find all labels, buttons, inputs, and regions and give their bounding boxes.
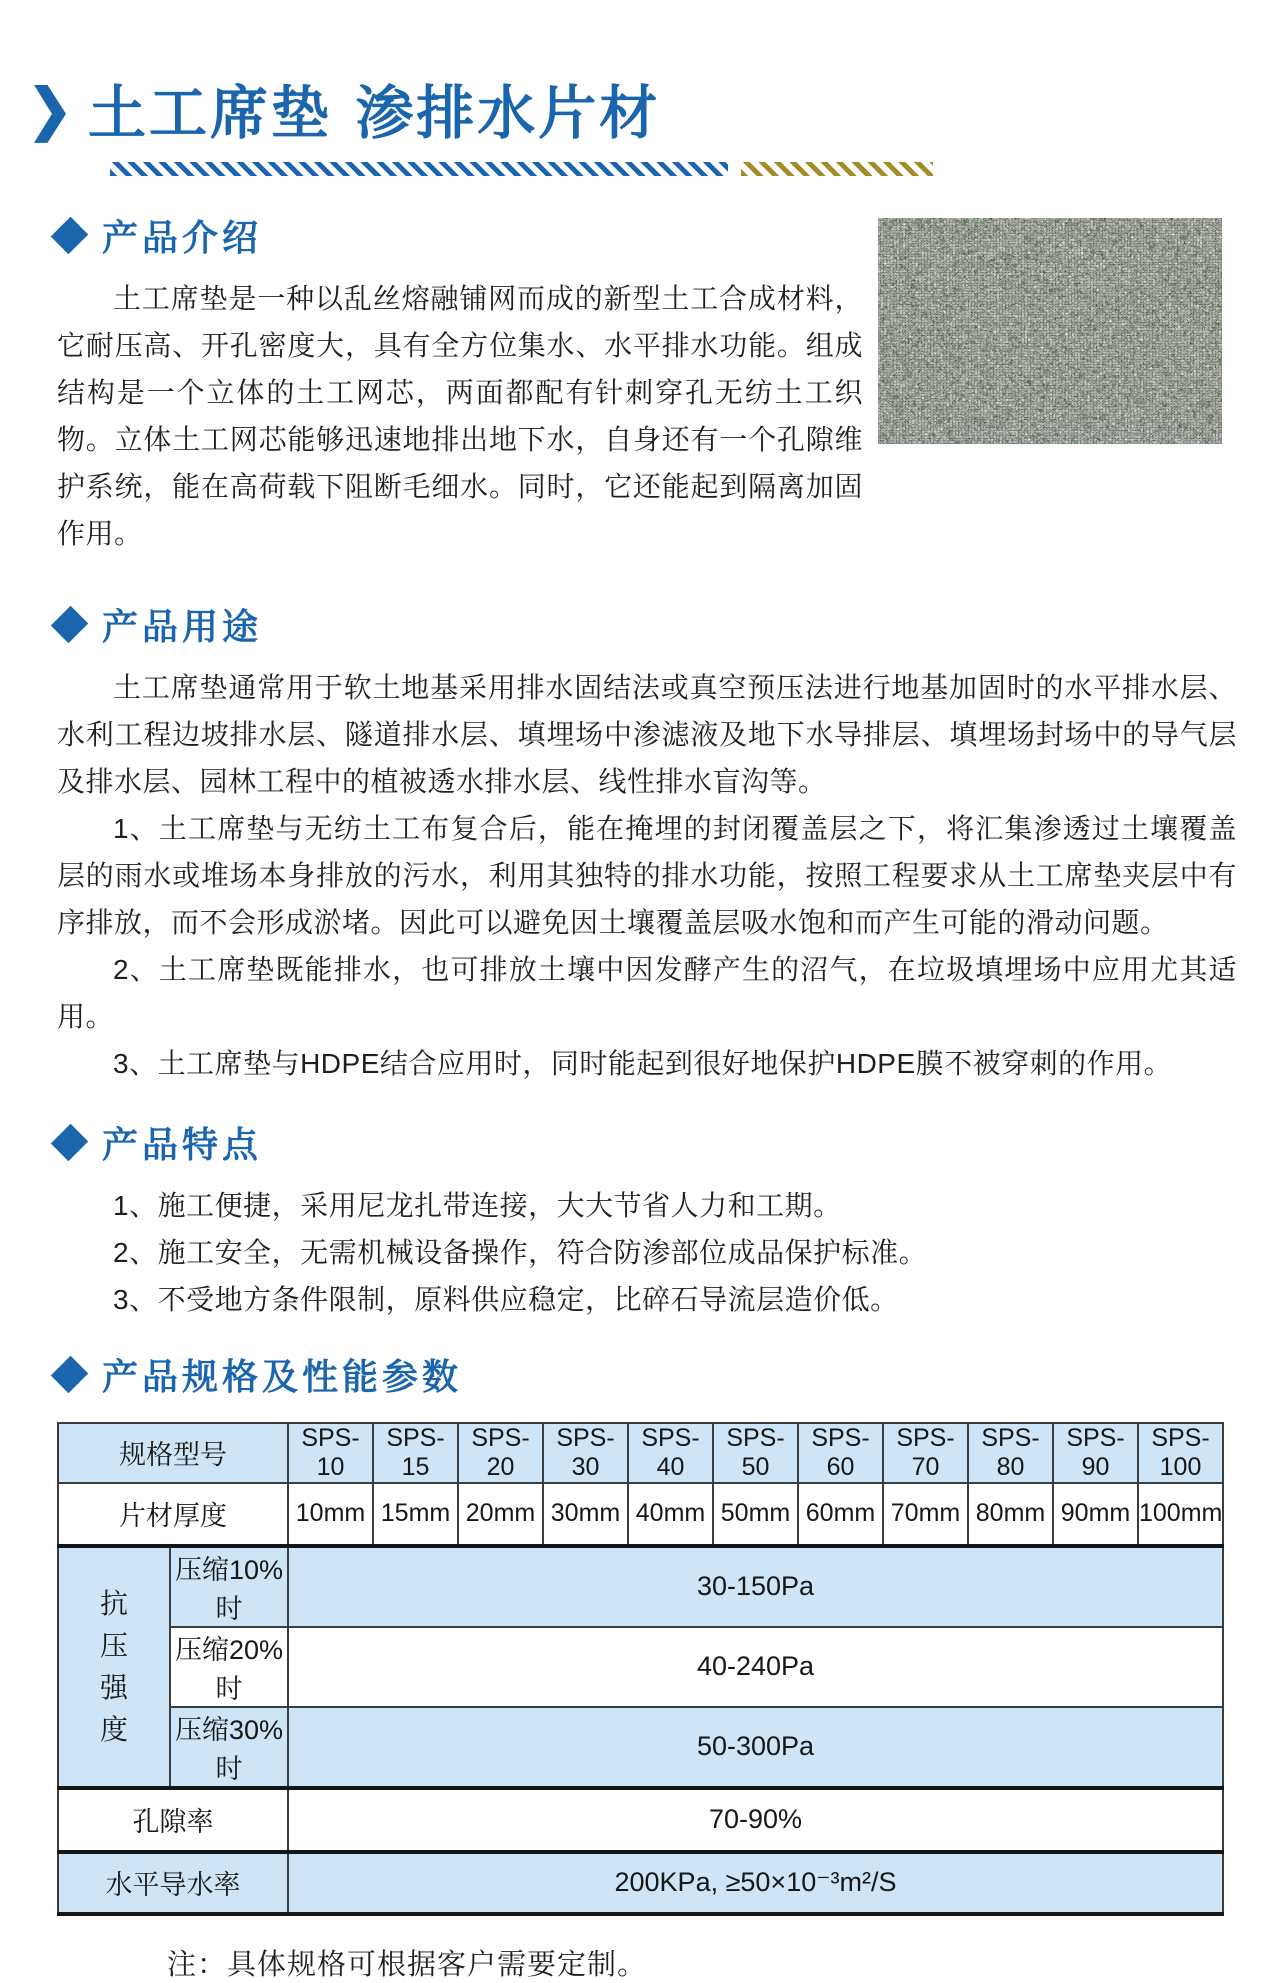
decor-stripe-band [110,162,1282,176]
feature-item-1: 1、施工便捷，采用尼龙扎带连接，大大节省人力和工期。 [113,1189,842,1221]
specs-table [57,1422,1224,1916]
compression-value: 40-240Pa [288,1627,1223,1707]
table-row-compression-10 [58,1546,1223,1627]
thickness-cell: 80mm [968,1483,1053,1546]
conductivity-value: 200KPa, ≥50×10⁻³m²/S [288,1852,1223,1914]
porosity-label-cell: 孔隙率 [58,1788,288,1852]
model-cell: SPS-90 [1053,1423,1138,1483]
decor-stripe-blue [110,162,728,176]
thickness-cell: 20mm [458,1483,543,1546]
thickness-cell: 10mm [288,1483,373,1546]
model-cell: SPS-15 [373,1423,458,1483]
thickness-cell: 90mm [1053,1483,1138,1546]
decor-stripe-gold [741,162,933,176]
model-cell: SPS-80 [968,1423,1053,1483]
specs-heading: 产品规格及性能参数 [102,1355,463,1397]
section-heading-specs [57,1349,1237,1400]
thickness-cell: 40mm [628,1483,713,1546]
intro-heading: 产品介绍 [102,216,263,258]
table-row-thickness [58,1483,1223,1546]
custom-note: 注：具体规格可根据客户需要定制。 [167,1948,648,1981]
porosity-value: 70-90% [288,1788,1223,1852]
feature-item-3: 3、不受地方条件限制，原料供应稳定，比碎石导流层造价低。 [113,1283,899,1315]
diamond-icon [51,1124,88,1161]
diamond-icon [51,1356,88,1393]
model-cell: SPS-50 [713,1423,798,1483]
table-row-compression-20 [58,1627,1223,1707]
diamond-icon [51,217,88,254]
thickness-cell: 15mm [373,1483,458,1546]
chevron-right-icon [34,85,66,143]
thickness-cell: 70mm [883,1483,968,1546]
thickness-cell: 50mm [713,1483,798,1546]
model-cell: SPS-10 [288,1423,373,1483]
conductivity-label-cell: 水平导水率 [58,1852,288,1914]
usage-paragraph-3: 2、土工席垫既能排水，也可排放土壤中因发酵产生的沼气，在垃圾填埋场中应用尤其适用。 [57,953,1237,1032]
table-row-porosity [58,1788,1223,1852]
model-cell: SPS-20 [458,1423,543,1483]
compression-sub-label: 压缩10%时 [170,1546,288,1627]
section-heading-usage [57,599,1237,650]
thickness-cell: 60mm [798,1483,883,1546]
table-row-models [58,1423,1223,1483]
model-cell: SPS-30 [543,1423,628,1483]
features-heading: 产品特点 [102,1123,263,1165]
compression-value: 30-150Pa [288,1546,1223,1627]
product-photo [878,218,1222,444]
table-row-conductivity [58,1852,1223,1914]
page-title: 土工席垫 渗排水片材 [88,79,661,147]
model-cell: SPS-100 [1138,1423,1223,1483]
model-cell: SPS-60 [798,1423,883,1483]
title-row [0,0,1282,146]
thickness-cell: 100mm [1138,1483,1223,1546]
diamond-icon [51,606,88,643]
usage-paragraph-2: 1、土工席垫与无纺土工布复合后，能在掩埋的封闭覆盖层之下，将汇集渗透过土壤覆盖层的雨水或堆场本身排放的污水，利用其独特的排水功能，按照工程要求从土工席垫夹层中有序排放，而不会形成淤堵。因此可以避免因土壤覆盖层吸水饱和而产生可能的滑动问题。 [57,812,1237,938]
feature-item-2: 2、施工安全，无需机械设备操作，符合防渗部位成品保护标准。 [113,1236,928,1268]
compression-sub-label: 压缩20%时 [170,1627,288,1707]
usage-paragraph-4: 3、土工席垫与HDPE结合应用时，同时能起到很好地保护HDPE膜不被穿刺的作用。 [113,1047,1173,1079]
thickness-label-cell: 片材厚度 [58,1483,288,1546]
model-cell: SPS-70 [883,1423,968,1483]
usage-heading: 产品用途 [102,605,263,647]
model-cell: SPS-40 [628,1423,713,1483]
compression-sub-label: 压缩30%时 [170,1707,288,1788]
thickness-cell: 30mm [543,1483,628,1546]
compression-label: 抗压强度 [99,1587,128,1745]
usage-paragraph-1: 土工席垫通常用于软土地基采用排水固结法或真空预压法进行地基加固时的水平排水层、水利工程边坡排水层、隧道排水层、填埋场中渗滤液及地下水导排层、填埋场封场中的导气层及排水层、园林工程中的植被透水排水层、线性排水盲沟等。 [57,671,1237,797]
section-heading-features [57,1117,1237,1168]
compression-value: 50-300Pa [288,1707,1223,1788]
model-label-cell: 规格型号 [58,1423,288,1483]
intro-paragraph: 土工席垫是一种以乱丝熔融铺网而成的新型土工合成材料，它耐压高、开孔密度大，具有全方位集水、水平排水功能。组成结构是一个立体的土工网芯，两面都配有针刺穿孔无纺土工织物。立体土工网芯能够迅速地排出地下水，自身还有一个孔隙维护系统，能在高荷载下阻断毛细水。同时，它还能起到隔离加固作用。 [57,282,863,549]
compression-label-cell [58,1546,170,1788]
table-row-compression-30 [58,1707,1223,1788]
